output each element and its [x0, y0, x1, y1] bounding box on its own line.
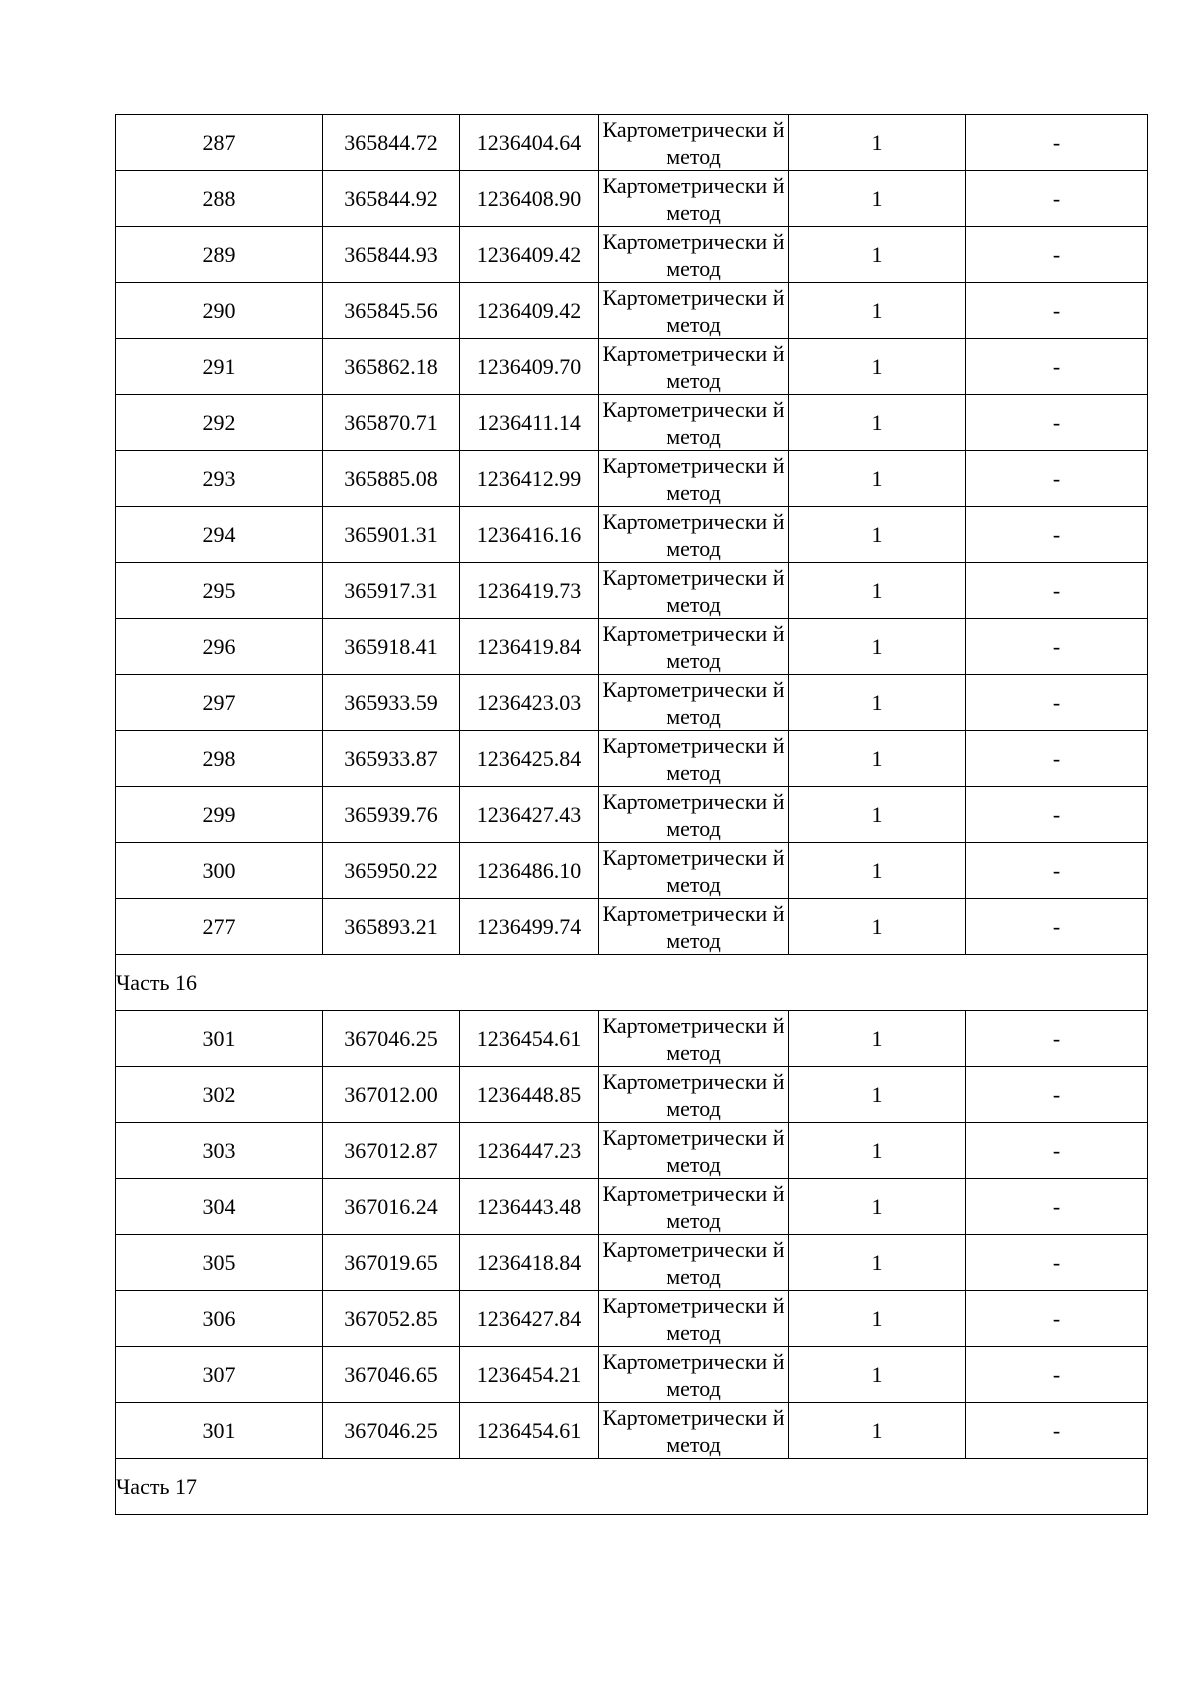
description-cell: - [966, 1235, 1148, 1291]
description-cell: - [966, 1123, 1148, 1179]
table-row [116, 1123, 1148, 1179]
method-cell: Картометрически й метод [599, 899, 789, 955]
accuracy-cell: 1 [789, 675, 966, 731]
accuracy-cell: 1 [789, 283, 966, 339]
table-row [116, 899, 1148, 955]
table-row [116, 115, 1148, 171]
x-coordinate-cell: 367012.00 [323, 1067, 460, 1123]
accuracy-cell: 1 [789, 1067, 966, 1123]
point-number-cell: 277 [116, 899, 323, 955]
description-cell: - [966, 731, 1148, 787]
y-coordinate-cell: 1236418.84 [460, 1235, 599, 1291]
point-number-cell: 288 [116, 171, 323, 227]
point-number-cell: 289 [116, 227, 323, 283]
accuracy-cell: 1 [789, 1011, 966, 1067]
accuracy-cell: 1 [789, 1347, 966, 1403]
x-coordinate-cell: 365918.41 [323, 619, 460, 675]
accuracy-cell: 1 [789, 339, 966, 395]
method-cell: Картометрически й метод [599, 619, 789, 675]
table-row [116, 1235, 1148, 1291]
y-coordinate-cell: 1236408.90 [460, 171, 599, 227]
y-coordinate-cell: 1236404.64 [460, 115, 599, 171]
point-number-cell: 304 [116, 1179, 323, 1235]
x-coordinate-cell: 365844.72 [323, 115, 460, 171]
accuracy-cell: 1 [789, 1235, 966, 1291]
table-row [116, 227, 1148, 283]
table-row [116, 1403, 1148, 1459]
point-number-cell: 295 [116, 563, 323, 619]
accuracy-cell: 1 [789, 451, 966, 507]
x-coordinate-cell: 365917.31 [323, 563, 460, 619]
table-row [116, 395, 1148, 451]
method-cell: Картометрически й метод [599, 675, 789, 731]
description-cell: - [966, 227, 1148, 283]
table-row [116, 675, 1148, 731]
accuracy-cell: 1 [789, 1403, 966, 1459]
x-coordinate-cell: 367046.65 [323, 1347, 460, 1403]
method-cell: Картометрически й метод [599, 843, 789, 899]
description-cell: - [966, 675, 1148, 731]
method-cell: Картометрически й метод [599, 339, 789, 395]
accuracy-cell: 1 [789, 507, 966, 563]
point-number-cell: 287 [116, 115, 323, 171]
description-cell: - [966, 619, 1148, 675]
point-number-cell: 302 [116, 1067, 323, 1123]
accuracy-cell: 1 [789, 115, 966, 171]
document-page [115, 114, 1147, 1515]
table-row [116, 451, 1148, 507]
x-coordinate-cell: 367046.25 [323, 1403, 460, 1459]
x-coordinate-cell: 365844.93 [323, 227, 460, 283]
point-number-cell: 301 [116, 1011, 323, 1067]
description-cell: - [966, 395, 1148, 451]
description-cell: - [966, 507, 1148, 563]
accuracy-cell: 1 [789, 899, 966, 955]
accuracy-cell: 1 [789, 1179, 966, 1235]
point-number-cell: 293 [116, 451, 323, 507]
point-number-cell: 305 [116, 1235, 323, 1291]
description-cell: - [966, 451, 1148, 507]
method-cell: Картометрически й метод [599, 1235, 789, 1291]
method-cell: Картометрически й метод [599, 1123, 789, 1179]
point-number-cell: 292 [116, 395, 323, 451]
accuracy-cell: 1 [789, 395, 966, 451]
x-coordinate-cell: 367052.85 [323, 1291, 460, 1347]
point-number-cell: 300 [116, 843, 323, 899]
table-row [116, 339, 1148, 395]
method-cell: Картометрически й метод [599, 731, 789, 787]
x-coordinate-cell: 365901.31 [323, 507, 460, 563]
coordinates-table-body [116, 115, 1148, 1515]
accuracy-cell: 1 [789, 171, 966, 227]
method-cell: Картометрически й метод [599, 1067, 789, 1123]
method-cell: Картометрически й метод [599, 227, 789, 283]
point-number-cell: 301 [116, 1403, 323, 1459]
description-cell: - [966, 1291, 1148, 1347]
table-row [116, 1179, 1148, 1235]
point-number-cell: 294 [116, 507, 323, 563]
table-row [116, 787, 1148, 843]
x-coordinate-cell: 365893.21 [323, 899, 460, 955]
point-number-cell: 298 [116, 731, 323, 787]
y-coordinate-cell: 1236454.21 [460, 1347, 599, 1403]
description-cell: - [966, 563, 1148, 619]
description-cell: - [966, 787, 1148, 843]
accuracy-cell: 1 [789, 843, 966, 899]
method-cell: Картометрически й метод [599, 1179, 789, 1235]
y-coordinate-cell: 1236409.42 [460, 283, 599, 339]
description-cell: - [966, 1179, 1148, 1235]
y-coordinate-cell: 1236447.23 [460, 1123, 599, 1179]
y-coordinate-cell: 1236454.61 [460, 1403, 599, 1459]
y-coordinate-cell: 1236419.73 [460, 563, 599, 619]
table-row [116, 1347, 1148, 1403]
table-row [116, 507, 1148, 563]
x-coordinate-cell: 365885.08 [323, 451, 460, 507]
accuracy-cell: 1 [789, 227, 966, 283]
accuracy-cell: 1 [789, 731, 966, 787]
y-coordinate-cell: 1236409.42 [460, 227, 599, 283]
method-cell: Картометрически й метод [599, 563, 789, 619]
point-number-cell: 290 [116, 283, 323, 339]
point-number-cell: 307 [116, 1347, 323, 1403]
point-number-cell: 296 [116, 619, 323, 675]
description-cell: - [966, 1011, 1148, 1067]
x-coordinate-cell: 365933.59 [323, 675, 460, 731]
x-coordinate-cell: 365939.76 [323, 787, 460, 843]
x-coordinate-cell: 365933.87 [323, 731, 460, 787]
y-coordinate-cell: 1236486.10 [460, 843, 599, 899]
accuracy-cell: 1 [789, 1123, 966, 1179]
method-cell: Картометрически й метод [599, 787, 789, 843]
method-cell: Картометрически й метод [599, 1347, 789, 1403]
y-coordinate-cell: 1236423.03 [460, 675, 599, 731]
x-coordinate-cell: 365950.22 [323, 843, 460, 899]
table-row [116, 283, 1148, 339]
y-coordinate-cell: 1236427.43 [460, 787, 599, 843]
method-cell: Картометрически й метод [599, 451, 789, 507]
point-number-cell: 303 [116, 1123, 323, 1179]
description-cell: - [966, 1347, 1148, 1403]
table-row [116, 1011, 1148, 1067]
point-number-cell: 297 [116, 675, 323, 731]
accuracy-cell: 1 [789, 1291, 966, 1347]
x-coordinate-cell: 365845.56 [323, 283, 460, 339]
description-cell: - [966, 899, 1148, 955]
description-cell: - [966, 1403, 1148, 1459]
x-coordinate-cell: 367012.87 [323, 1123, 460, 1179]
description-cell: - [966, 843, 1148, 899]
y-coordinate-cell: 1236454.61 [460, 1011, 599, 1067]
point-number-cell: 306 [116, 1291, 323, 1347]
description-cell: - [966, 283, 1148, 339]
table-row [116, 563, 1148, 619]
section-title: Часть 16 [116, 955, 1148, 1011]
y-coordinate-cell: 1236425.84 [460, 731, 599, 787]
table-row [116, 1291, 1148, 1347]
table-row [116, 171, 1148, 227]
method-cell: Картометрически й метод [599, 1291, 789, 1347]
method-cell: Картометрически й метод [599, 283, 789, 339]
section-header-row [116, 955, 1148, 1011]
section-header-row [116, 1459, 1148, 1515]
y-coordinate-cell: 1236448.85 [460, 1067, 599, 1123]
method-cell: Картометрически й метод [599, 395, 789, 451]
x-coordinate-cell: 367016.24 [323, 1179, 460, 1235]
accuracy-cell: 1 [789, 563, 966, 619]
table-row [116, 1067, 1148, 1123]
y-coordinate-cell: 1236409.70 [460, 339, 599, 395]
method-cell: Картометрически й метод [599, 507, 789, 563]
x-coordinate-cell: 365844.92 [323, 171, 460, 227]
y-coordinate-cell: 1236416.16 [460, 507, 599, 563]
accuracy-cell: 1 [789, 787, 966, 843]
y-coordinate-cell: 1236427.84 [460, 1291, 599, 1347]
point-number-cell: 299 [116, 787, 323, 843]
x-coordinate-cell: 367019.65 [323, 1235, 460, 1291]
coordinates-table [115, 114, 1148, 1515]
y-coordinate-cell: 1236411.14 [460, 395, 599, 451]
section-title: Часть 17 [116, 1459, 1148, 1515]
description-cell: - [966, 1067, 1148, 1123]
method-cell: Картометрически й метод [599, 115, 789, 171]
x-coordinate-cell: 367046.25 [323, 1011, 460, 1067]
description-cell: - [966, 115, 1148, 171]
description-cell: - [966, 339, 1148, 395]
x-coordinate-cell: 365862.18 [323, 339, 460, 395]
accuracy-cell: 1 [789, 619, 966, 675]
description-cell: - [966, 171, 1148, 227]
method-cell: Картометрически й метод [599, 1011, 789, 1067]
method-cell: Картометрически й метод [599, 171, 789, 227]
method-cell: Картометрически й метод [599, 1403, 789, 1459]
table-row [116, 619, 1148, 675]
x-coordinate-cell: 365870.71 [323, 395, 460, 451]
y-coordinate-cell: 1236419.84 [460, 619, 599, 675]
table-row [116, 731, 1148, 787]
y-coordinate-cell: 1236499.74 [460, 899, 599, 955]
table-row [116, 843, 1148, 899]
y-coordinate-cell: 1236443.48 [460, 1179, 599, 1235]
y-coordinate-cell: 1236412.99 [460, 451, 599, 507]
point-number-cell: 291 [116, 339, 323, 395]
